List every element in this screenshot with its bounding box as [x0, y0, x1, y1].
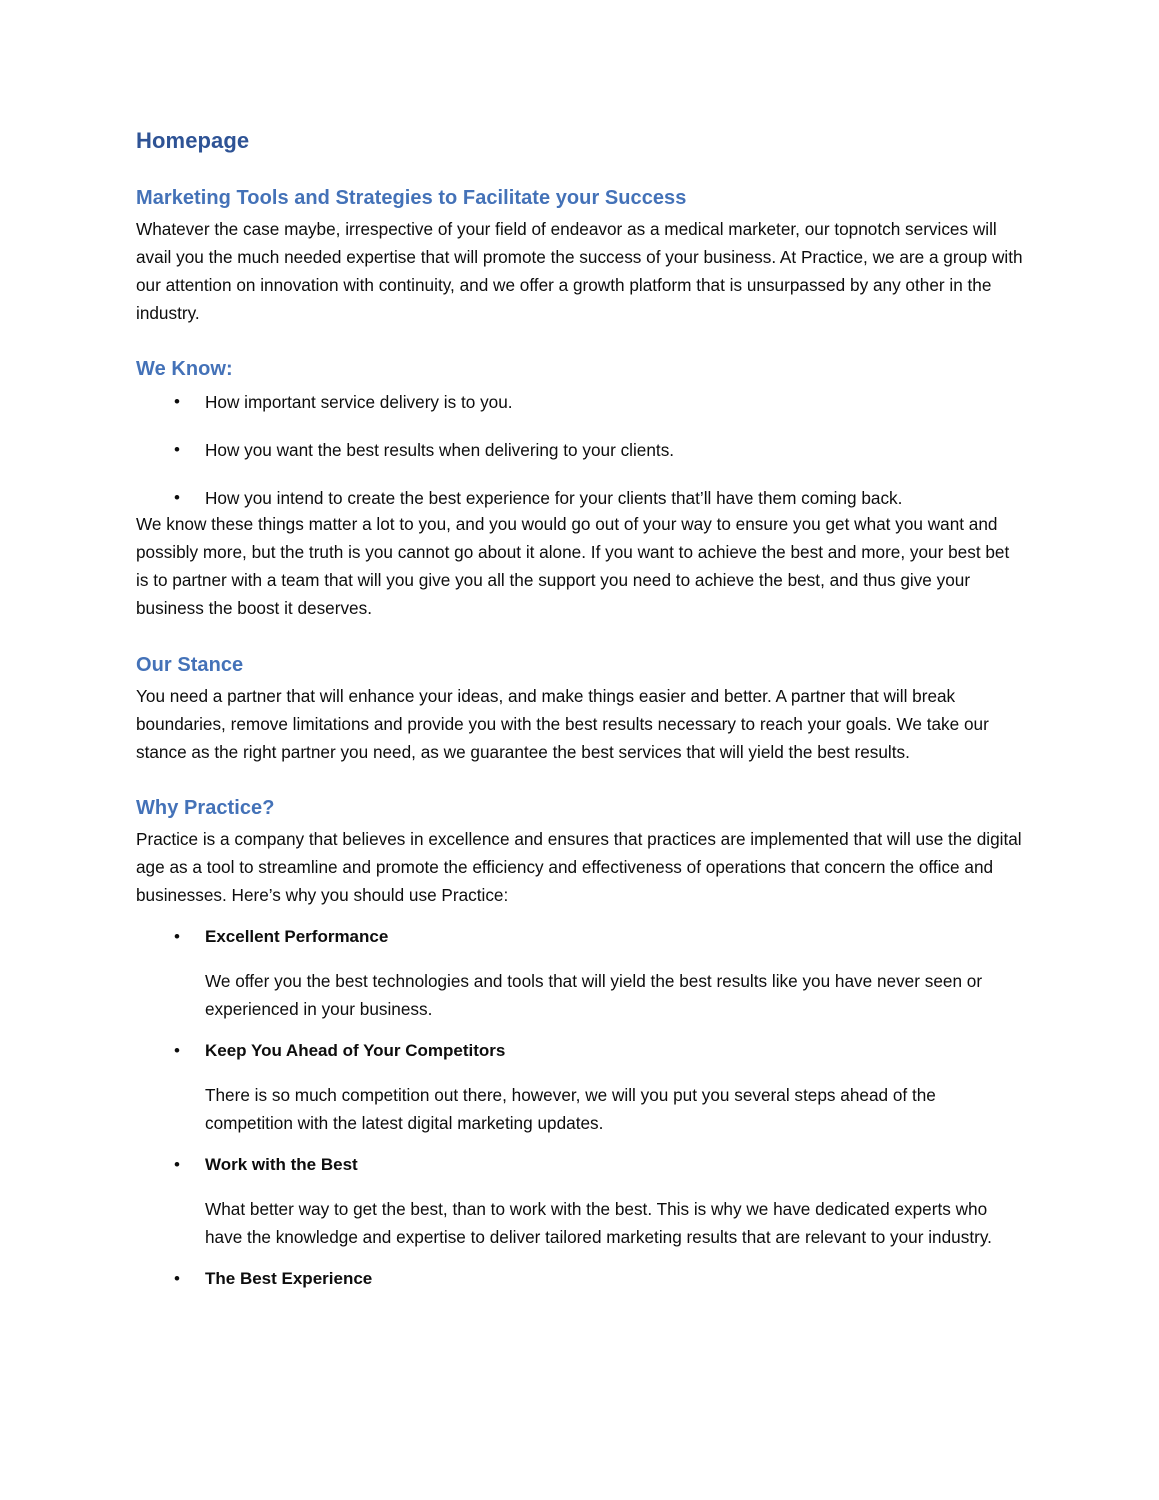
feature-title: The Best Experience	[205, 1269, 373, 1289]
feature-title: Excellent Performance	[205, 926, 389, 946]
list-item	[136, 1266, 1026, 1292]
list-item-label: How you want the best results when delivering to your clients.	[205, 440, 675, 461]
why-practice-feature-list	[136, 924, 1026, 1293]
we-know-bullet-list	[136, 389, 1026, 511]
we-know-closing-paragraph: We know these things matter a lot to you, and you would go out of your way to ensure you get what you want and possibly more, but the truth is you cannot go about it alone. If you want to achieve the best and more, your best bet is to partner with a team that will you give you all the support you need to achieve the best, and thus give your business the boost it deserves.	[136, 514, 1010, 618]
section-paragraph-marketing: Whatever the case maybe, irrespective of your field of endeavor as a medical marketer, our topnotch services will avail you the much needed expertise that will promote the success of your business. At Practice, we are a group with our attention on innovation with continuity, and we offer a growth platform that is unsurpassed by any other in the industry.	[136, 218, 1023, 323]
bullet-icon: •	[174, 1155, 180, 1175]
bullet-icon: •	[174, 487, 180, 507]
list-item	[136, 1038, 1026, 1138]
list-item	[136, 389, 1026, 416]
list-item	[136, 485, 1026, 512]
feature-title: Keep You Ahead of Your Competitors	[205, 1041, 506, 1061]
page-title: Homepage	[136, 128, 250, 153]
list-item-label: How important service delivery is to you.	[205, 392, 513, 413]
list-item	[136, 1152, 1026, 1252]
bullet-icon: •	[174, 392, 180, 412]
bullet-icon: •	[174, 440, 180, 460]
section-heading-our-stance: Our Stance	[136, 653, 244, 676]
section-heading-marketing: Marketing Tools and Strategies to Facilitate your Success	[136, 186, 687, 209]
document-content	[136, 128, 1026, 1292]
section-heading-why-practice: Why Practice?	[136, 797, 275, 820]
list-item	[136, 437, 1026, 464]
list-item-label: How you intend to create the best experience for your clients that’ll have them coming back.	[205, 487, 903, 508]
bullet-icon: •	[174, 1041, 180, 1061]
list-item	[136, 924, 1026, 1024]
feature-title: Work with the Best	[205, 1155, 358, 1175]
section-paragraph-why-practice: Practice is a company that believes in excellence and ensures that practices are implemented that will use the digital age as a tool to streamline and promote the efficiency and effectiveness of operations that concern the office and businesses. Here’s why you should use Practice:	[136, 829, 1022, 906]
bullet-icon: •	[174, 1269, 180, 1289]
feature-description: What better way to get the best, than to work with the best. This is why we have dedicated experts who have the knowledge and expertise to deliver tailored marketing results that are relevant to your industry.	[205, 1199, 992, 1248]
section-heading-we-know: We Know:	[136, 358, 233, 381]
section-paragraph-our-stance: You need a partner that will enhance your ideas, and make things easier and better. A partner that will break boundaries, remove limitations and provide you with the best results necessary to reach your goals. We take our stance as the right partner you need, as we guarantee the best services that will yield the best results.	[136, 685, 989, 762]
bullet-icon: •	[174, 926, 180, 946]
feature-description: We offer you the best technologies and tools that will yield the best results like you have never seen or experienced in your business.	[205, 971, 983, 1020]
feature-description: There is so much competition out there, however, we will you put you several steps ahead of the competition with the latest digital marketing updates.	[205, 1085, 936, 1134]
